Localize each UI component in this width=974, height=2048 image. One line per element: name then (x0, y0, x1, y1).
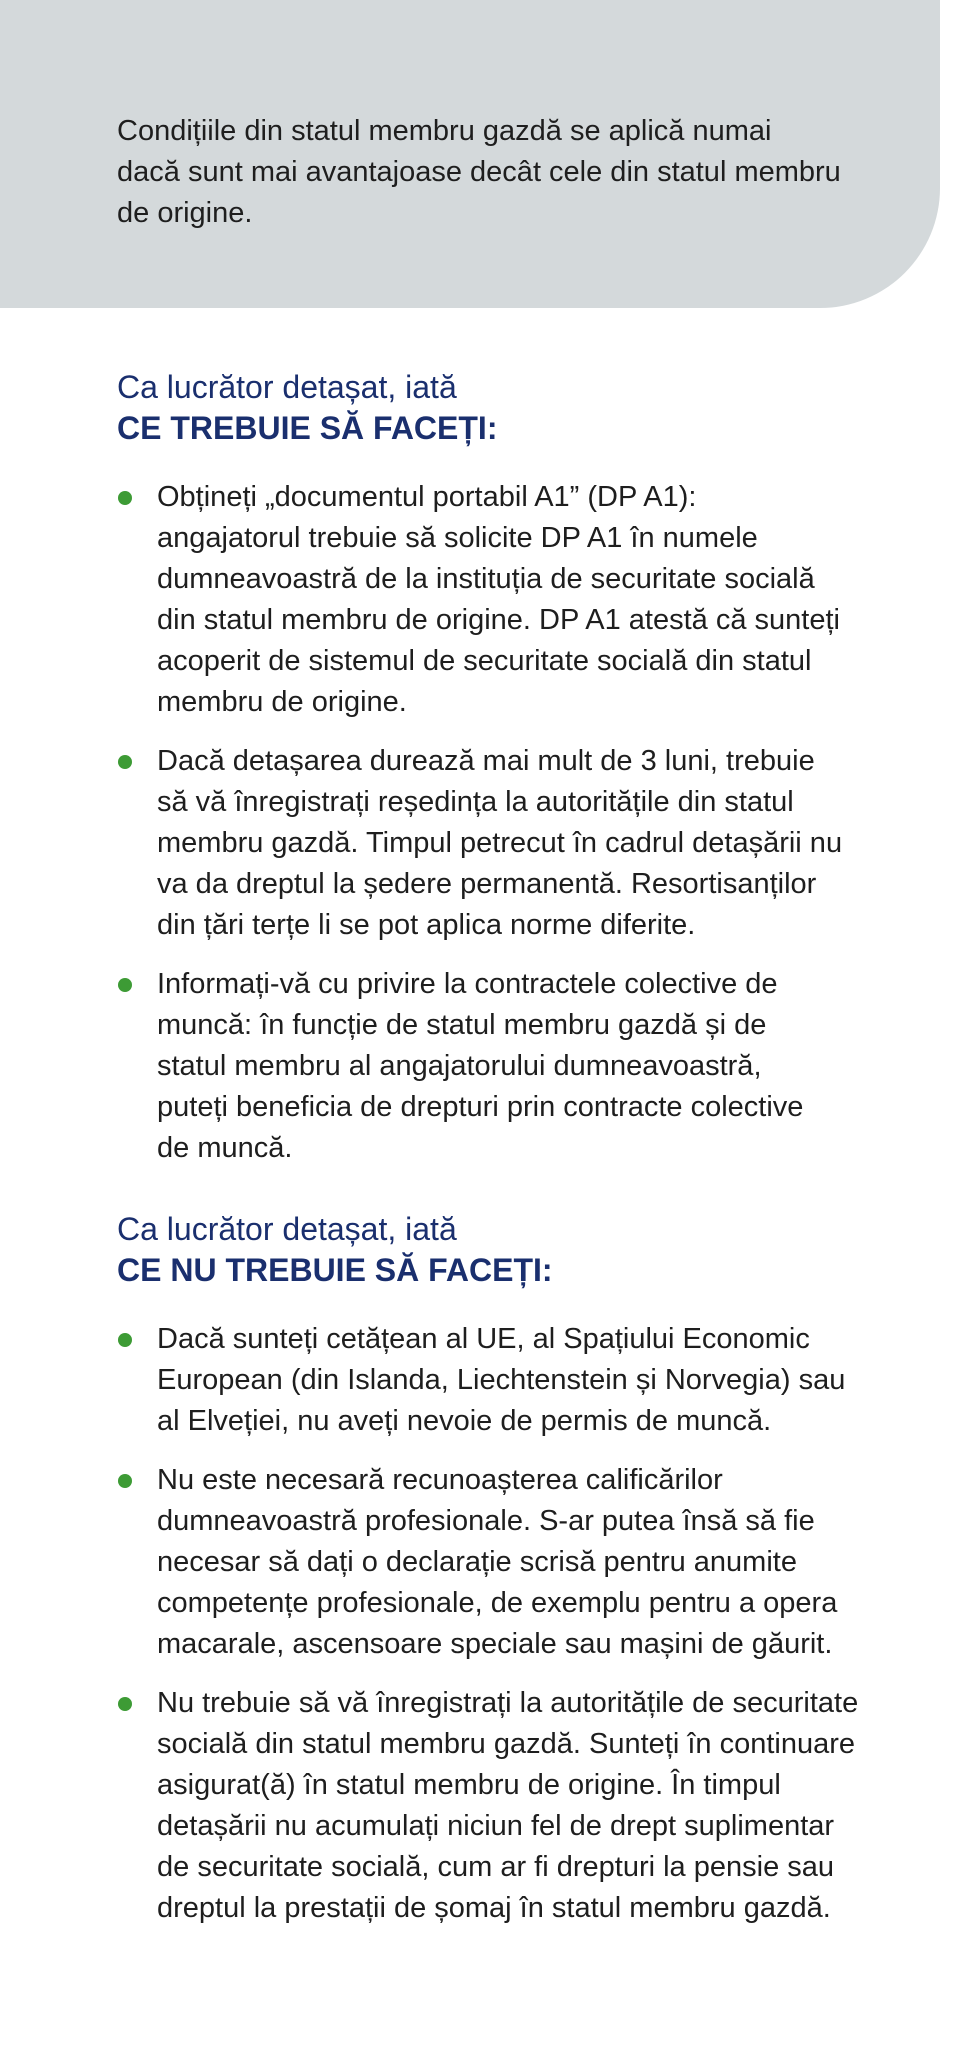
bullet-icon (118, 491, 132, 505)
item-line: statul membru al angajatorului dumneavoastră, (157, 1050, 762, 1082)
item-line: al Elveției, nu aveți nevoie de permis de muncă. (157, 1405, 772, 1437)
do-section (117, 367, 897, 1169)
note-line: Condițiile din statul membru gazdă se aplică numai (117, 115, 772, 147)
bullet-icon (118, 1333, 132, 1347)
list-item (117, 1460, 897, 1665)
list-item (117, 1683, 897, 1929)
item-line: necesar să dați o declarație scrisă pentru anumite (157, 1546, 797, 1578)
item-line: asigurat(ă) în statul membru de origine. În timpul (157, 1769, 781, 1801)
dont-section (117, 1209, 897, 1929)
do-section-title: CE TREBUIE SĂ FACEȚI: (117, 410, 498, 446)
item-line: dumneavoastră profesionale. S-ar putea însă să fie (157, 1505, 815, 1537)
item-line: de muncă. (157, 1132, 293, 1164)
item-line: Dacă detașarea durează mai mult de 3 luni, trebuie (157, 745, 815, 777)
bullet-icon (118, 1474, 132, 1488)
item-line: de securitate socială, cum ar fi drepturi la pensie sau (157, 1851, 835, 1883)
item-line: va da dreptul la ședere permanentă. Resortisanților (157, 868, 817, 900)
item-line: Nu trebuie să vă înregistrați la autoritățile de securitate (157, 1687, 859, 1719)
do-list (117, 477, 897, 1169)
item-line: să vă înregistrați reședința la autoritățile din statul (157, 786, 794, 818)
list-item (117, 741, 897, 946)
item-line: Informați-vă cu privire la contractele colective de (157, 968, 778, 1000)
item-line: acoperit de sistemul de securitate socială din statul (157, 645, 812, 677)
list-item (117, 964, 897, 1169)
note-line: dacă sunt mai avantajoase decât cele din statul membru (117, 156, 841, 188)
item-line: angajatorul trebuie să solicite DP A1 în numele (157, 522, 758, 554)
item-line: detașării nu acumulați niciun fel de drept suplimentar (157, 1810, 835, 1842)
note-line: de origine. (117, 197, 253, 229)
item-line: din statul membru de origine. DP A1 atestă că sunteți (157, 604, 840, 636)
item-line: Obțineți „documentul portabil A1” (DP A1): (157, 481, 697, 513)
item-line: dreptul la prestații de șomaj în statul membru gazdă. (157, 1892, 831, 1924)
item-line: Dacă sunteți cetățean al UE, al Spațiului Economic (157, 1323, 810, 1355)
item-line: Nu este necesară recunoașterea calificărilor (157, 1464, 723, 1496)
bullet-icon (118, 1697, 132, 1711)
note-text (117, 111, 897, 234)
item-line: competențe profesionale, de exemplu pentru a opera (157, 1587, 838, 1619)
dont-section-intro: Ca lucrător detașat, iată (117, 1211, 457, 1247)
item-line: dumneavoastră de la instituția de securitate socială (157, 563, 815, 595)
item-line: din țări terțe li se pot aplica norme diferite. (157, 909, 696, 941)
item-line: membru gazdă. Timpul petrecut în cadrul detașării nu (157, 827, 843, 859)
bullet-icon (118, 978, 132, 992)
dont-list (117, 1319, 897, 1929)
dont-section-title: CE NU TREBUIE SĂ FACEȚI: (117, 1252, 553, 1288)
do-section-intro: Ca lucrător detașat, iată (117, 369, 457, 405)
list-item (117, 477, 897, 723)
item-line: macarale, ascensoare speciale sau mașini de găurit. (157, 1628, 833, 1660)
item-line: muncă: în funcție de statul membru gazdă și de (157, 1009, 767, 1041)
item-line: puteți beneficia de drepturi prin contracte colective (157, 1091, 804, 1123)
list-item (117, 1319, 897, 1442)
item-line: European (din Islanda, Liechtenstein și Norvegia) sau (157, 1364, 846, 1396)
bullet-icon (118, 755, 132, 769)
item-line: socială din statul membru gazdă. Sunteți în continuare (157, 1728, 856, 1760)
item-line: membru de origine. (157, 686, 407, 718)
note-box (0, 0, 940, 308)
